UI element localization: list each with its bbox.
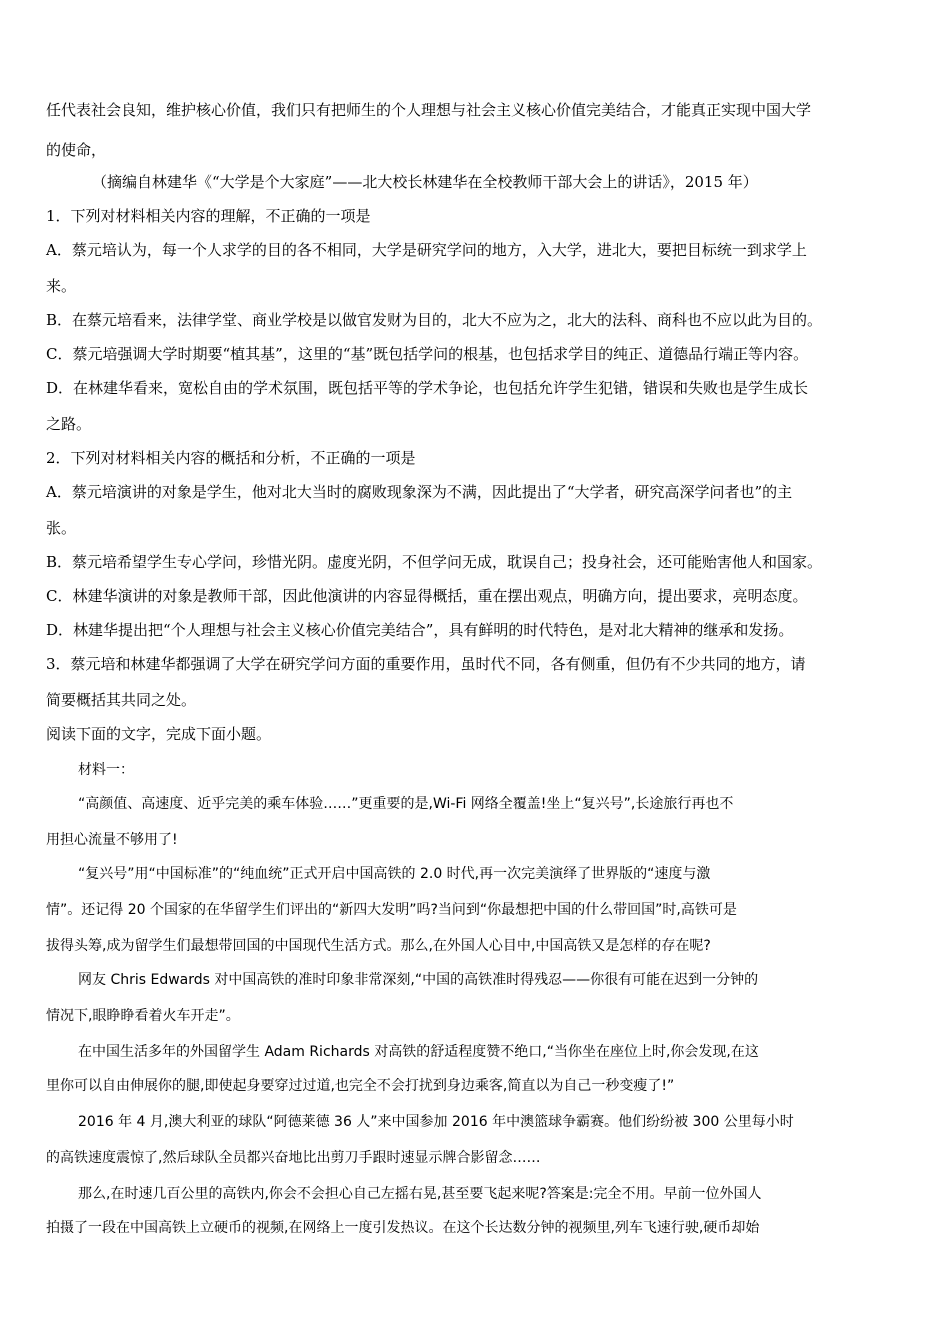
material-paragraph-cont: 拔得头筹,成为留学生们最想带回国的中国现代生活方式。那么,在外国人心目中,中国高铁又是怎样的存在呢? bbox=[46, 938, 711, 954]
material-paragraph: 那么,在时速几百公里的高铁内,你会不会担心自己左摇右晃,甚至要飞起来呢?答案是:完全不用。早前一位外国人 bbox=[78, 1186, 762, 1202]
q1-option-b: B．在蔡元培看来，法律学堂、商业学校是以做官发财为目的，北大不应为之，北大的法科、商科也不应以此为目的。 bbox=[46, 311, 823, 329]
question-3-stem: 3．蔡元培和林建华都强调了大学在研究学问方面的重要作用，虽时代不同，各有侧重，但仍有不少共同的地方，请 bbox=[46, 655, 806, 673]
citation: （摘编自林建华《“大学是个大家庭”——北大校长林建华在全校教师干部大会上的讲话》，2015 年） bbox=[92, 173, 758, 191]
material-paragraph: 网友 Chris Edwards 对中国高铁的准时印象非常深刻,“中国的高铁准时得残忍——你很有可能在迟到一分钟的 bbox=[78, 972, 759, 988]
material-paragraph-cont: 里你可以自由伸展你的腿,即使起身要穿过过道,也完全不会打扰到身边乘客,简直以为自己一秒变瘦了!” bbox=[46, 1078, 675, 1094]
question-1-stem: 1．下列对材料相关内容的理解，不正确的一项是 bbox=[46, 207, 371, 225]
q1-option-c: C．蔡元培强调大学时期要“植其基”，这里的“基”既包括学问的根基，也包括求学目的纯正、道德品行端正等内容。 bbox=[46, 345, 809, 363]
q2-option-a: A．蔡元培演讲的对象是学生，他对北大当时的腐败现象深为不满，因此提出了“大学者，研究高深学问者也”的主 bbox=[46, 483, 793, 501]
q1-option-d: D．在林建华看来，宽松自由的学术氛围，既包括平等的学术争论，也包括允许学生犯错，错误和失败也是学生成长 bbox=[46, 379, 809, 397]
material-paragraph: “复兴号”用“中国标准”的“纯血统”正式开启中国高铁的 2.0 时代,再一次完美演绎了世界版的“速度与激 bbox=[78, 866, 711, 882]
q2-option-b: B．蔡元培希望学生专心学问，珍惜光阴。虚度光阴，不但学问无成，耽误自己；投身社会，还可能贻害他人和国家。 bbox=[46, 553, 823, 571]
q1-option-a-cont: 来。 bbox=[46, 277, 77, 295]
q1-option-d-cont: 之路。 bbox=[46, 415, 92, 433]
material-paragraph-cont: 情”。还记得 20 个国家的在华留学生们评出的“新四大发明”吗?当问到“你最想把中国的什么带回国”时,高铁可是 bbox=[46, 902, 737, 918]
q2-option-c: C．林建华演讲的对象是教师干部，因此他演讲的内容显得概括，重在摆出观点，明确方向，提出要求，亮明态度。 bbox=[46, 587, 808, 605]
material-paragraph-cont: 拍摄了一段在中国高铁上立硬币的视频,在网络上一度引发热议。在这个长达数分钟的视频里,列车飞速行驶,硬币却始 bbox=[46, 1220, 760, 1236]
material-paragraph-cont: 情况下,眼睁睁看着火车开走”。 bbox=[46, 1008, 240, 1024]
q2-option-d: D．林建华提出把“个人理想与社会主义核心价值完美结合”，具有鲜明的时代特色，是对北大精神的继承和发扬。 bbox=[46, 621, 794, 639]
passage-end-line: 任代表社会良知，维护核心价值，我们只有把师生的个人理想与社会主义核心价值完美结合，才能真正实现中国大学 bbox=[46, 101, 812, 119]
q2-option-a-cont: 张。 bbox=[46, 519, 77, 537]
q1-option-a: A．蔡元培认为，每一个人求学的目的各不相同，大学是研究学问的地方，入大学，进北大，要把目标统一到求学上 bbox=[46, 241, 807, 259]
reading-instruction: 阅读下面的文字，完成下面小题。 bbox=[46, 725, 272, 743]
material-paragraph: 2016 年 4 月,澳大利亚的球队“阿德莱德 36 人”来中国参加 2016 年中澳篮球争霸赛。他们纷纷被 300 公里每小时 bbox=[78, 1114, 794, 1130]
passage-end-line: 的使命， bbox=[46, 141, 107, 159]
question-2-stem: 2．下列对材料相关内容的概括和分析，不正确的一项是 bbox=[46, 449, 416, 467]
material-paragraph-cont: 用担心流量不够用了! bbox=[46, 832, 178, 848]
material-paragraph: 在中国生活多年的外国留学生 Adam Richards 对高铁的舒适程度赞不绝口,“当你坐在座位上时,你会发现,在这 bbox=[78, 1044, 759, 1060]
question-3-stem-cont: 简要概括其共同之处。 bbox=[46, 691, 197, 709]
material-paragraph-cont: 的高铁速度震惊了,然后球队全员都兴奋地比出剪刀手跟时速显示牌合影留念…… bbox=[46, 1150, 541, 1166]
material-heading: 材料一： bbox=[78, 762, 134, 778]
material-paragraph: “高颜值、高速度、近乎完美的乘车体验……”更重要的是,Wi-Fi 网络全覆盖!坐上“复兴号”,长途旅行再也不 bbox=[78, 796, 734, 812]
